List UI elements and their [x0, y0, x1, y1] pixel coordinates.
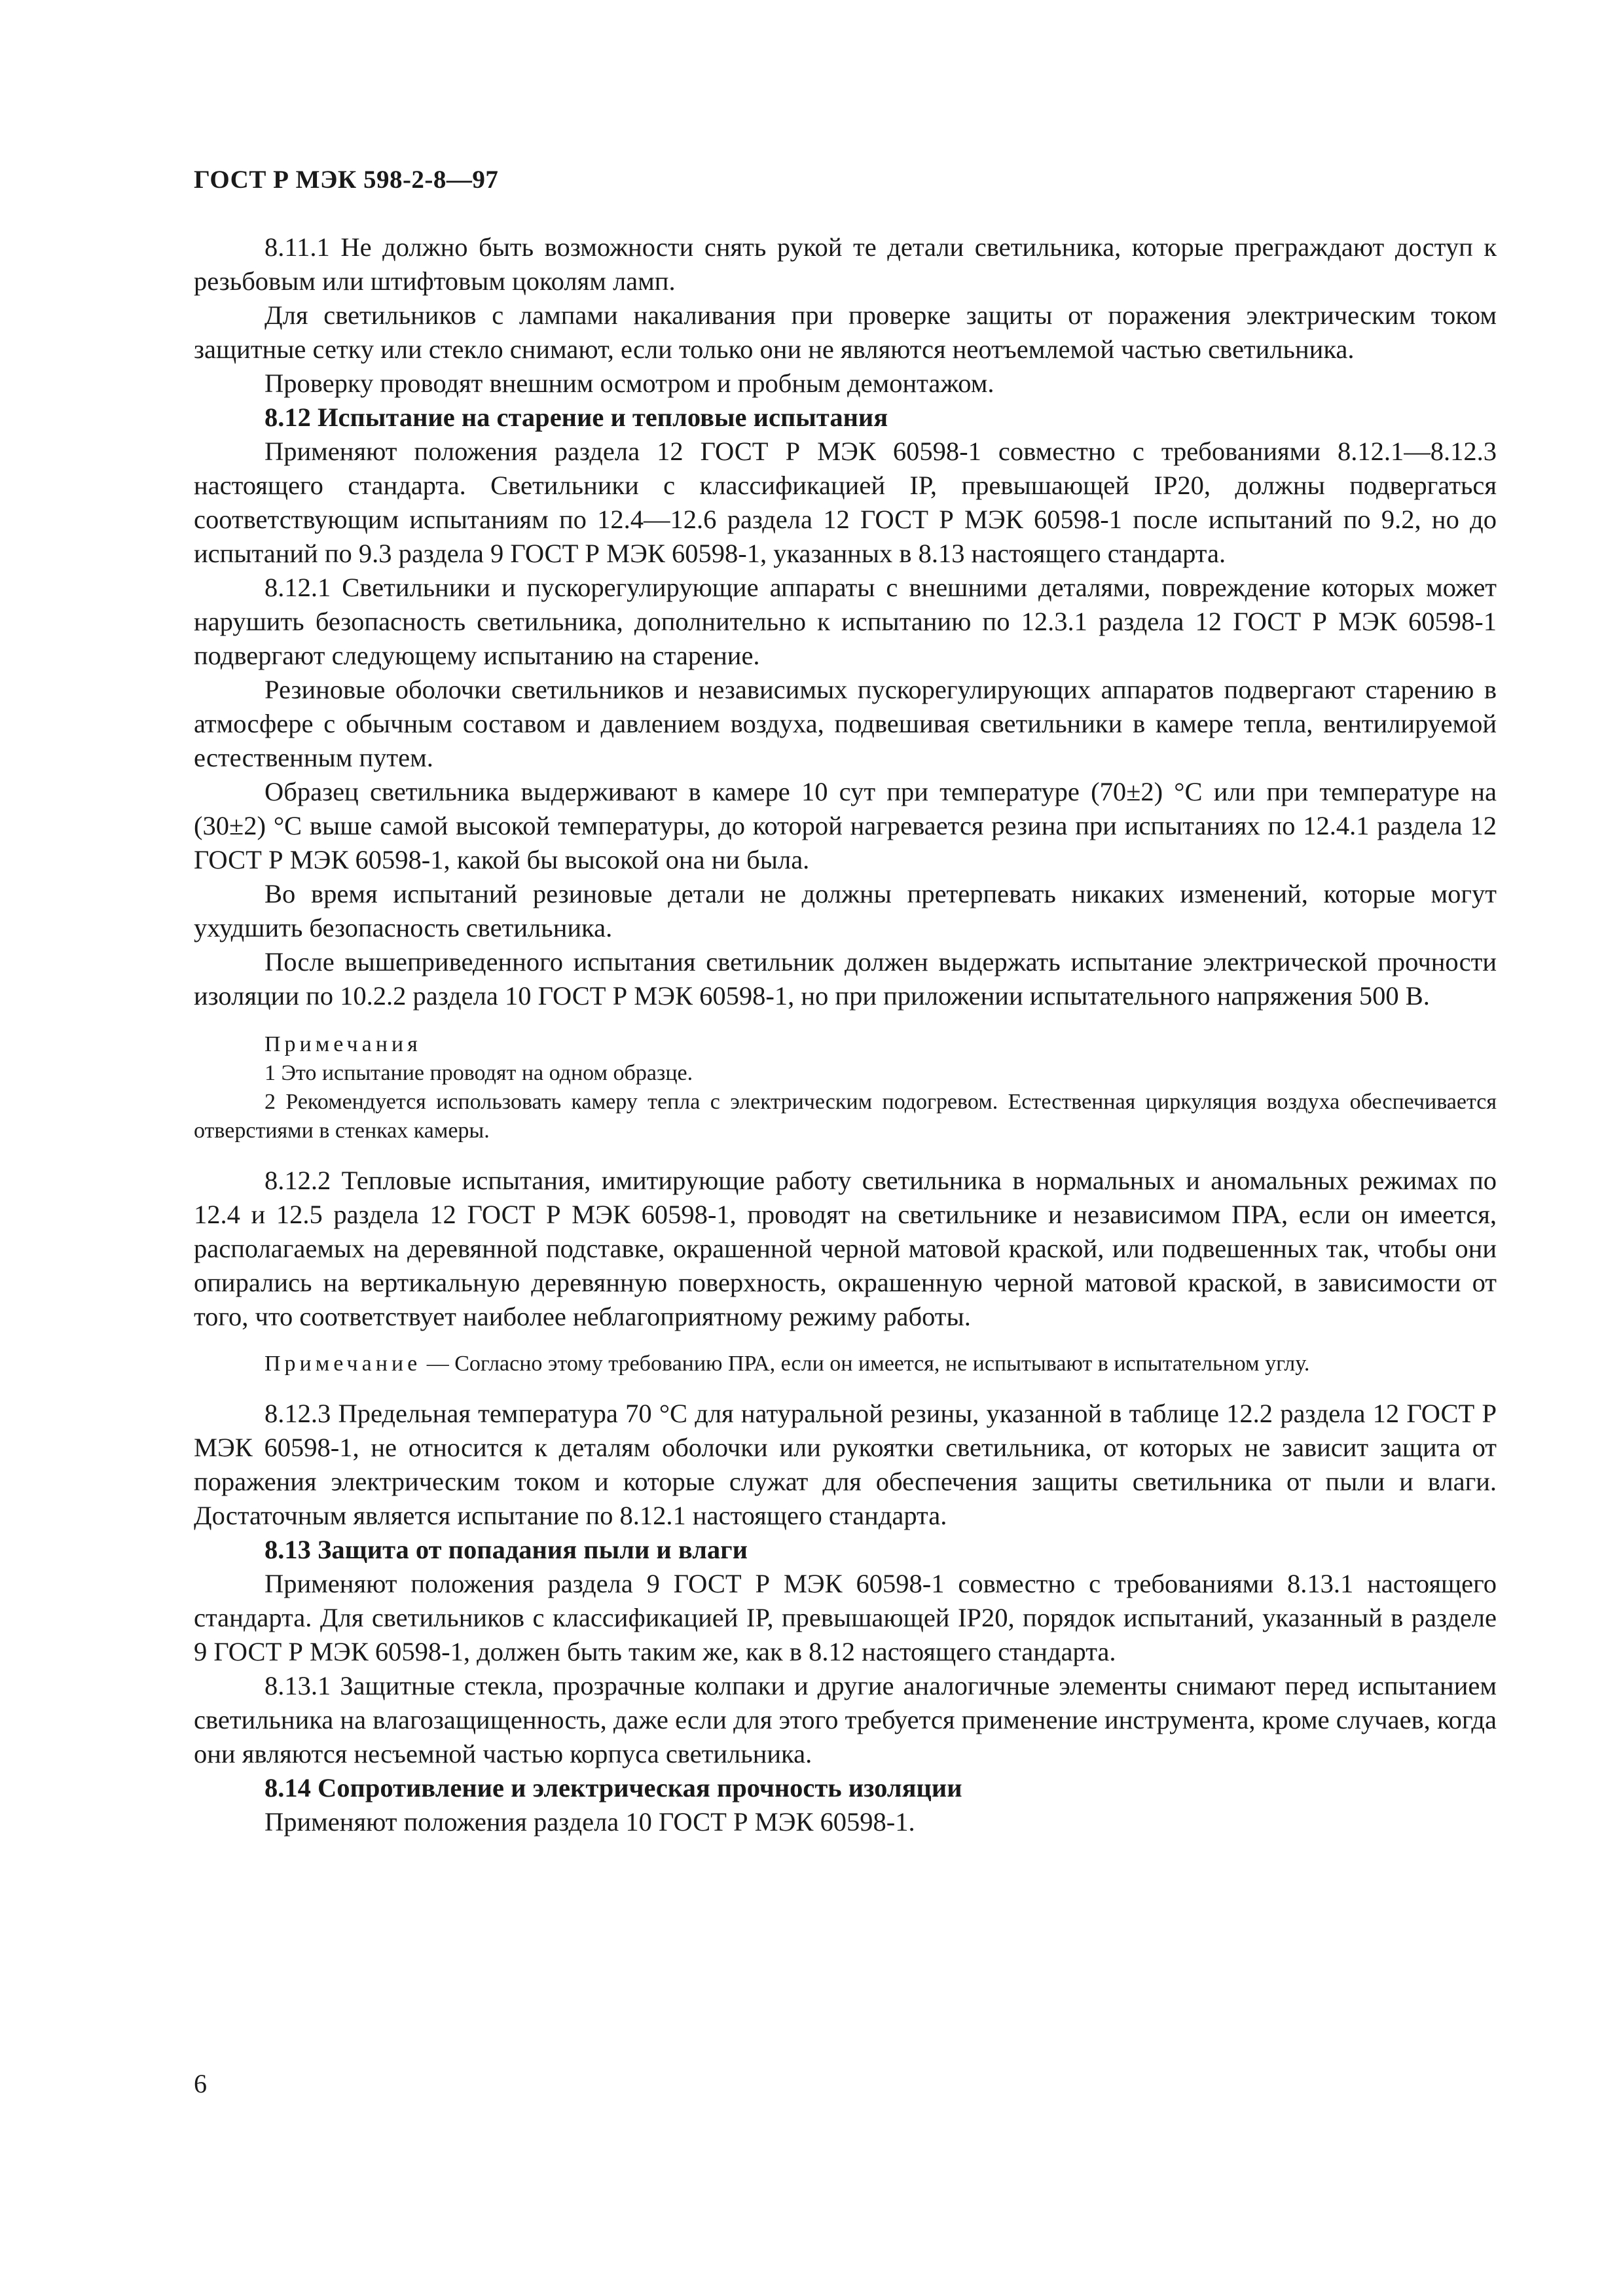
paragraph: Применяют положения раздела 12 ГОСТ Р МЭК 60598-1 совместно с требованиями 8.12.1—8.12.3 настоящего стандарта. Светильники с классификацией IP, превышающей IP20, должны подвергаться соответствующим испытаниям по 12.4—12.6 раздела 12 ГОСТ Р МЭК 60598-1 после испытаний по 9.2, но до испытаний по 9.3 раздела 9 ГОСТ Р МЭК 60598-1, указанных в 8.13 настоящего стандарта.	[194, 437, 1497, 568]
paragraph: Для светильников с лампами накаливания при проверке защиты от поражения электрическим током защитные сетку или стекло снимают, если только они не являются неотъемлемой частью светильника.	[194, 300, 1497, 364]
paragraph-8-11-1: 8.11.1 Не должно быть возможности снять рукой те детали светильника, которые преграждают доступ к резьбовым или штифтовым цоколям ламп.	[194, 232, 1497, 296]
section-heading-8-12: 8.12 Испытание на старение и тепловые испытания	[264, 403, 888, 432]
document-body	[194, 230, 1497, 1839]
paragraph-8-12-3: 8.12.3 Предельная температура 70 °С для натуральной резины, указанной в таблице 12.2 раздела 12 ГОСТ Р МЭК 60598-1, не относится к деталям оболочки или рукоятки светильника, от которых не зависит защита от поражения электрическим током и которые служат для обеспечения защиты светильника от пыли и влаги. Достаточным является испытание по 8.12.1 настоящего стандарта.	[194, 1399, 1497, 1530]
paragraph-8-13-1: 8.13.1 Защитные стекла, прозрачные колпаки и другие аналогичные элементы снимают перед испытанием светильника на влагозащищенность, даже если для этого требуется применение инструмента, кроме случаев, когда они являются несъемной частью корпуса светильника.	[194, 1671, 1497, 1768]
notes-heading: Примечания	[264, 1032, 422, 1056]
paragraph: Образец светильника выдерживают в камере 10 сут при температуре (70±2) °С или при температуре на (30±2) °С выше самой высокой температуры, до которой нагревается резина при испытаниях по 12.4.1 раздела 12 ГОСТ Р МЭК 60598-1, какой бы высокой она ни была.	[194, 777, 1497, 874]
note-text: — Согласно этому требованию ПРА, если он имеется, не испытывают в испытательном углу.	[421, 1352, 1310, 1376]
paragraph: После вышеприведенного испытания светильник должен выдержать испытание электрической прочности изоляции по 10.2.2 раздела 10 ГОСТ Р МЭК 60598-1, но при приложении испытательного напряжения 500 В.	[194, 947, 1497, 1011]
note-item: 1 Это испытание проводят на одном образце.	[264, 1061, 693, 1085]
paragraph: Проверку проводят внешним осмотром и пробным демонтажом.	[264, 368, 994, 398]
paragraph: Во время испытаний резиновые детали не должны претерпевать никаких изменений, которые могут ухудшить безопасность светильника.	[194, 879, 1497, 942]
paragraph: Применяют положения раздела 10 ГОСТ Р МЭК 60598-1.	[264, 1807, 915, 1837]
page-number: 6	[194, 2069, 207, 2098]
note-label: Примечание	[264, 1352, 422, 1376]
section-heading-8-13: 8.13 Защита от попадания пыли и влаги	[264, 1535, 748, 1564]
paragraph-8-12-1: 8.12.1 Светильники и пускорегулирующие аппараты с внешними деталями, повреждение которых может нарушить безопасность светильника, дополнительно к испытанию по 12.3.1 раздела 12 ГОСТ Р МЭК 60598-1 подвергают следующему испытанию на старение.	[194, 573, 1497, 670]
paragraph-8-12-2: 8.12.2 Тепловые испытания, имитирующие работу светильника в нормальных и аномальных режимах по 12.4 и 12.5 раздела 12 ГОСТ Р МЭК 60598-1, проводят на светильнике и независимом ПРА, если он имеется, располагаемых на деревянной подставке, окрашенной черной матовой краской, или подвешенных так, чтобы они опирались на вертикальную деревянную поверхность, окрашенную черной матовой краской, в зависимости от того, что соответствует наиболее неблагоприятному режиму работы.	[194, 1166, 1497, 1331]
document-header: ГОСТ Р МЭК 598-2-8—97	[194, 166, 499, 194]
note-item: 2 Рекомендуется использовать камеру тепла с электрическим подогревом. Естественная циркуляция воздуха обеспечивается отверстиями в стенках камеры.	[194, 1090, 1497, 1143]
paragraph: Резиновые оболочки светильников и независимых пускорегулирующих аппаратов подвергают старению в атмосфере с обычным составом и давлением воздуха, подвешивая светильники в камере тепла, вентилируемой естественным путем.	[194, 675, 1497, 772]
note-single	[194, 1350, 1497, 1378]
notes-block	[194, 1030, 1497, 1145]
section-heading-8-14: 8.14 Сопротивление и электрическая прочность изоляции	[264, 1773, 962, 1803]
paragraph: Применяют положения раздела 9 ГОСТ Р МЭК 60598-1 совместно с требованиями 8.13.1 настоящего стандарта. Для светильников с классификацией IP, превышающей IP20, порядок испытаний, указанный в разделе 9 ГОСТ Р МЭК 60598-1, должен быть таким же, как в 8.12 настоящего стандарта.	[194, 1569, 1497, 1666]
